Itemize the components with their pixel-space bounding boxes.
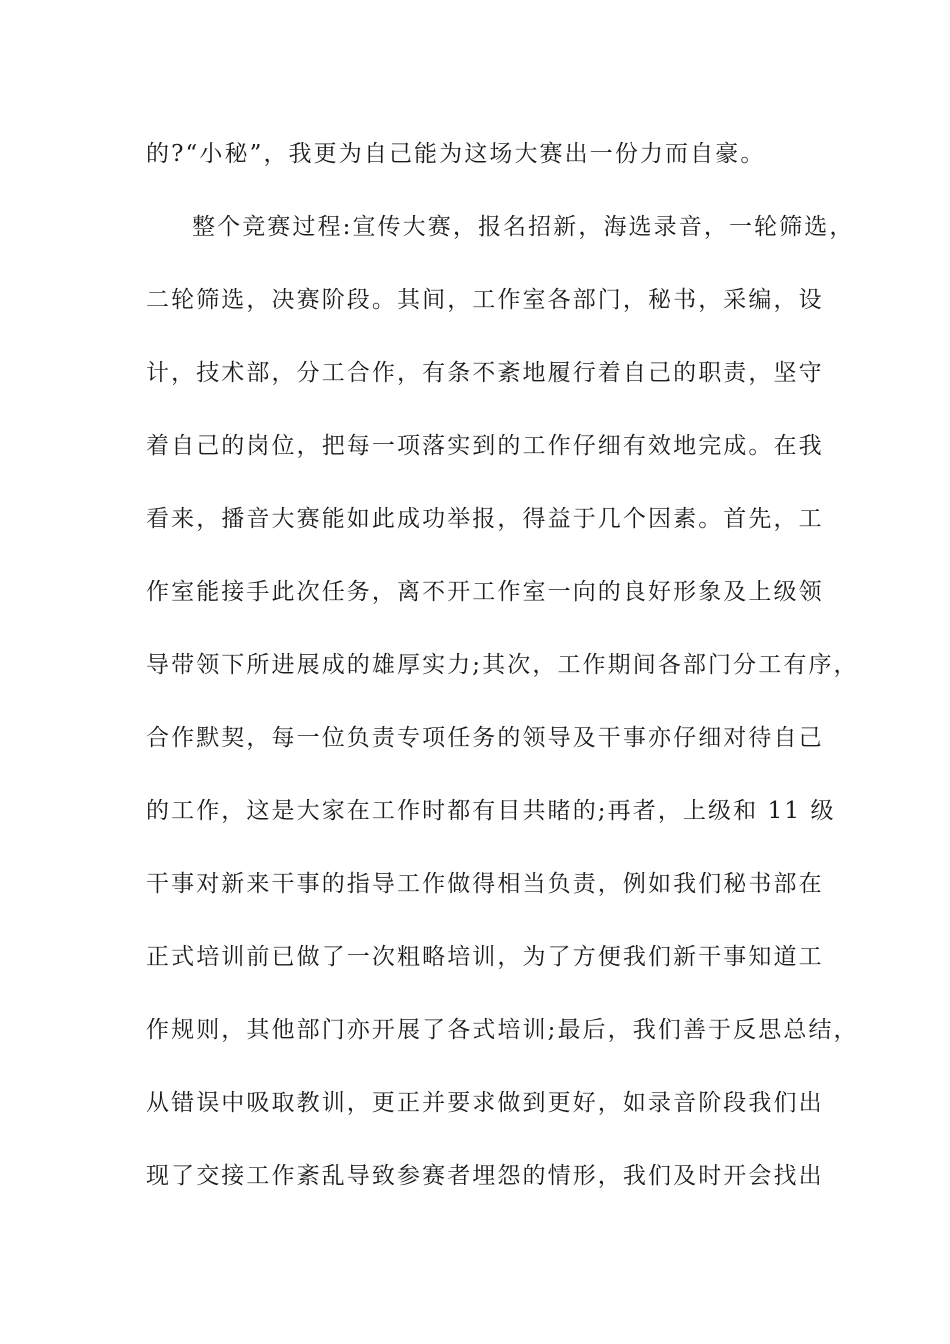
text-line-6: 看来，播音大赛能如此成功举报，得益于几个因素。首先，工 <box>146 506 824 532</box>
text-line-12: 正式培训前已做了一次粗略培训，为了方便我们新干事知道工 <box>146 944 824 970</box>
text-line-5: 着自己的岗位，把每一项落实到的工作仔细有效地完成。在我 <box>146 433 824 459</box>
text-line-13: 作规则，其他部门亦开展了各式培训;最后，我们善于反思总结， <box>146 1017 859 1043</box>
text-line-9: 合作默契，每一位负责专项任务的领导及干事亦仔细对待自己 <box>146 725 824 751</box>
text-line-2: 整个竞赛过程:宣传大赛，报名招新，海选录音，一轮筛选， <box>192 214 855 240</box>
text-line-4: 计，技术部，分工合作，有条不紊地履行着自己的职责，坚守 <box>146 360 824 386</box>
text-line-1: 的?“小秘”，我更为自己能为这场大赛出一份力而自豪。 <box>146 141 766 167</box>
text-line-10: 的工作，这是大家在工作时都有目共睹的;再者，上级和 11 级 <box>146 798 836 824</box>
text-line-3: 二轮筛选，决赛阶段。其间，工作室各部门，秘书，采编，设 <box>146 287 824 313</box>
text-line-15: 现了交接工作紊乱导致参赛者埋怨的情形，我们及时开会找出 <box>146 1163 824 1189</box>
text-line-8: 导带领下所进展成的雄厚实力;其次，工作期间各部门分工有序， <box>146 652 859 678</box>
text-line-11: 干事对新来干事的指导工作做得相当负责，例如我们秘书部在 <box>146 871 824 897</box>
text-line-14: 从错误中吸取教训，更正并要求做到更好，如录音阶段我们出 <box>146 1090 824 1116</box>
body-text <box>146 128 859 1223</box>
text-line-7: 作室能接手此次任务，离不开工作室一向的良好形象及上级领 <box>146 579 824 605</box>
